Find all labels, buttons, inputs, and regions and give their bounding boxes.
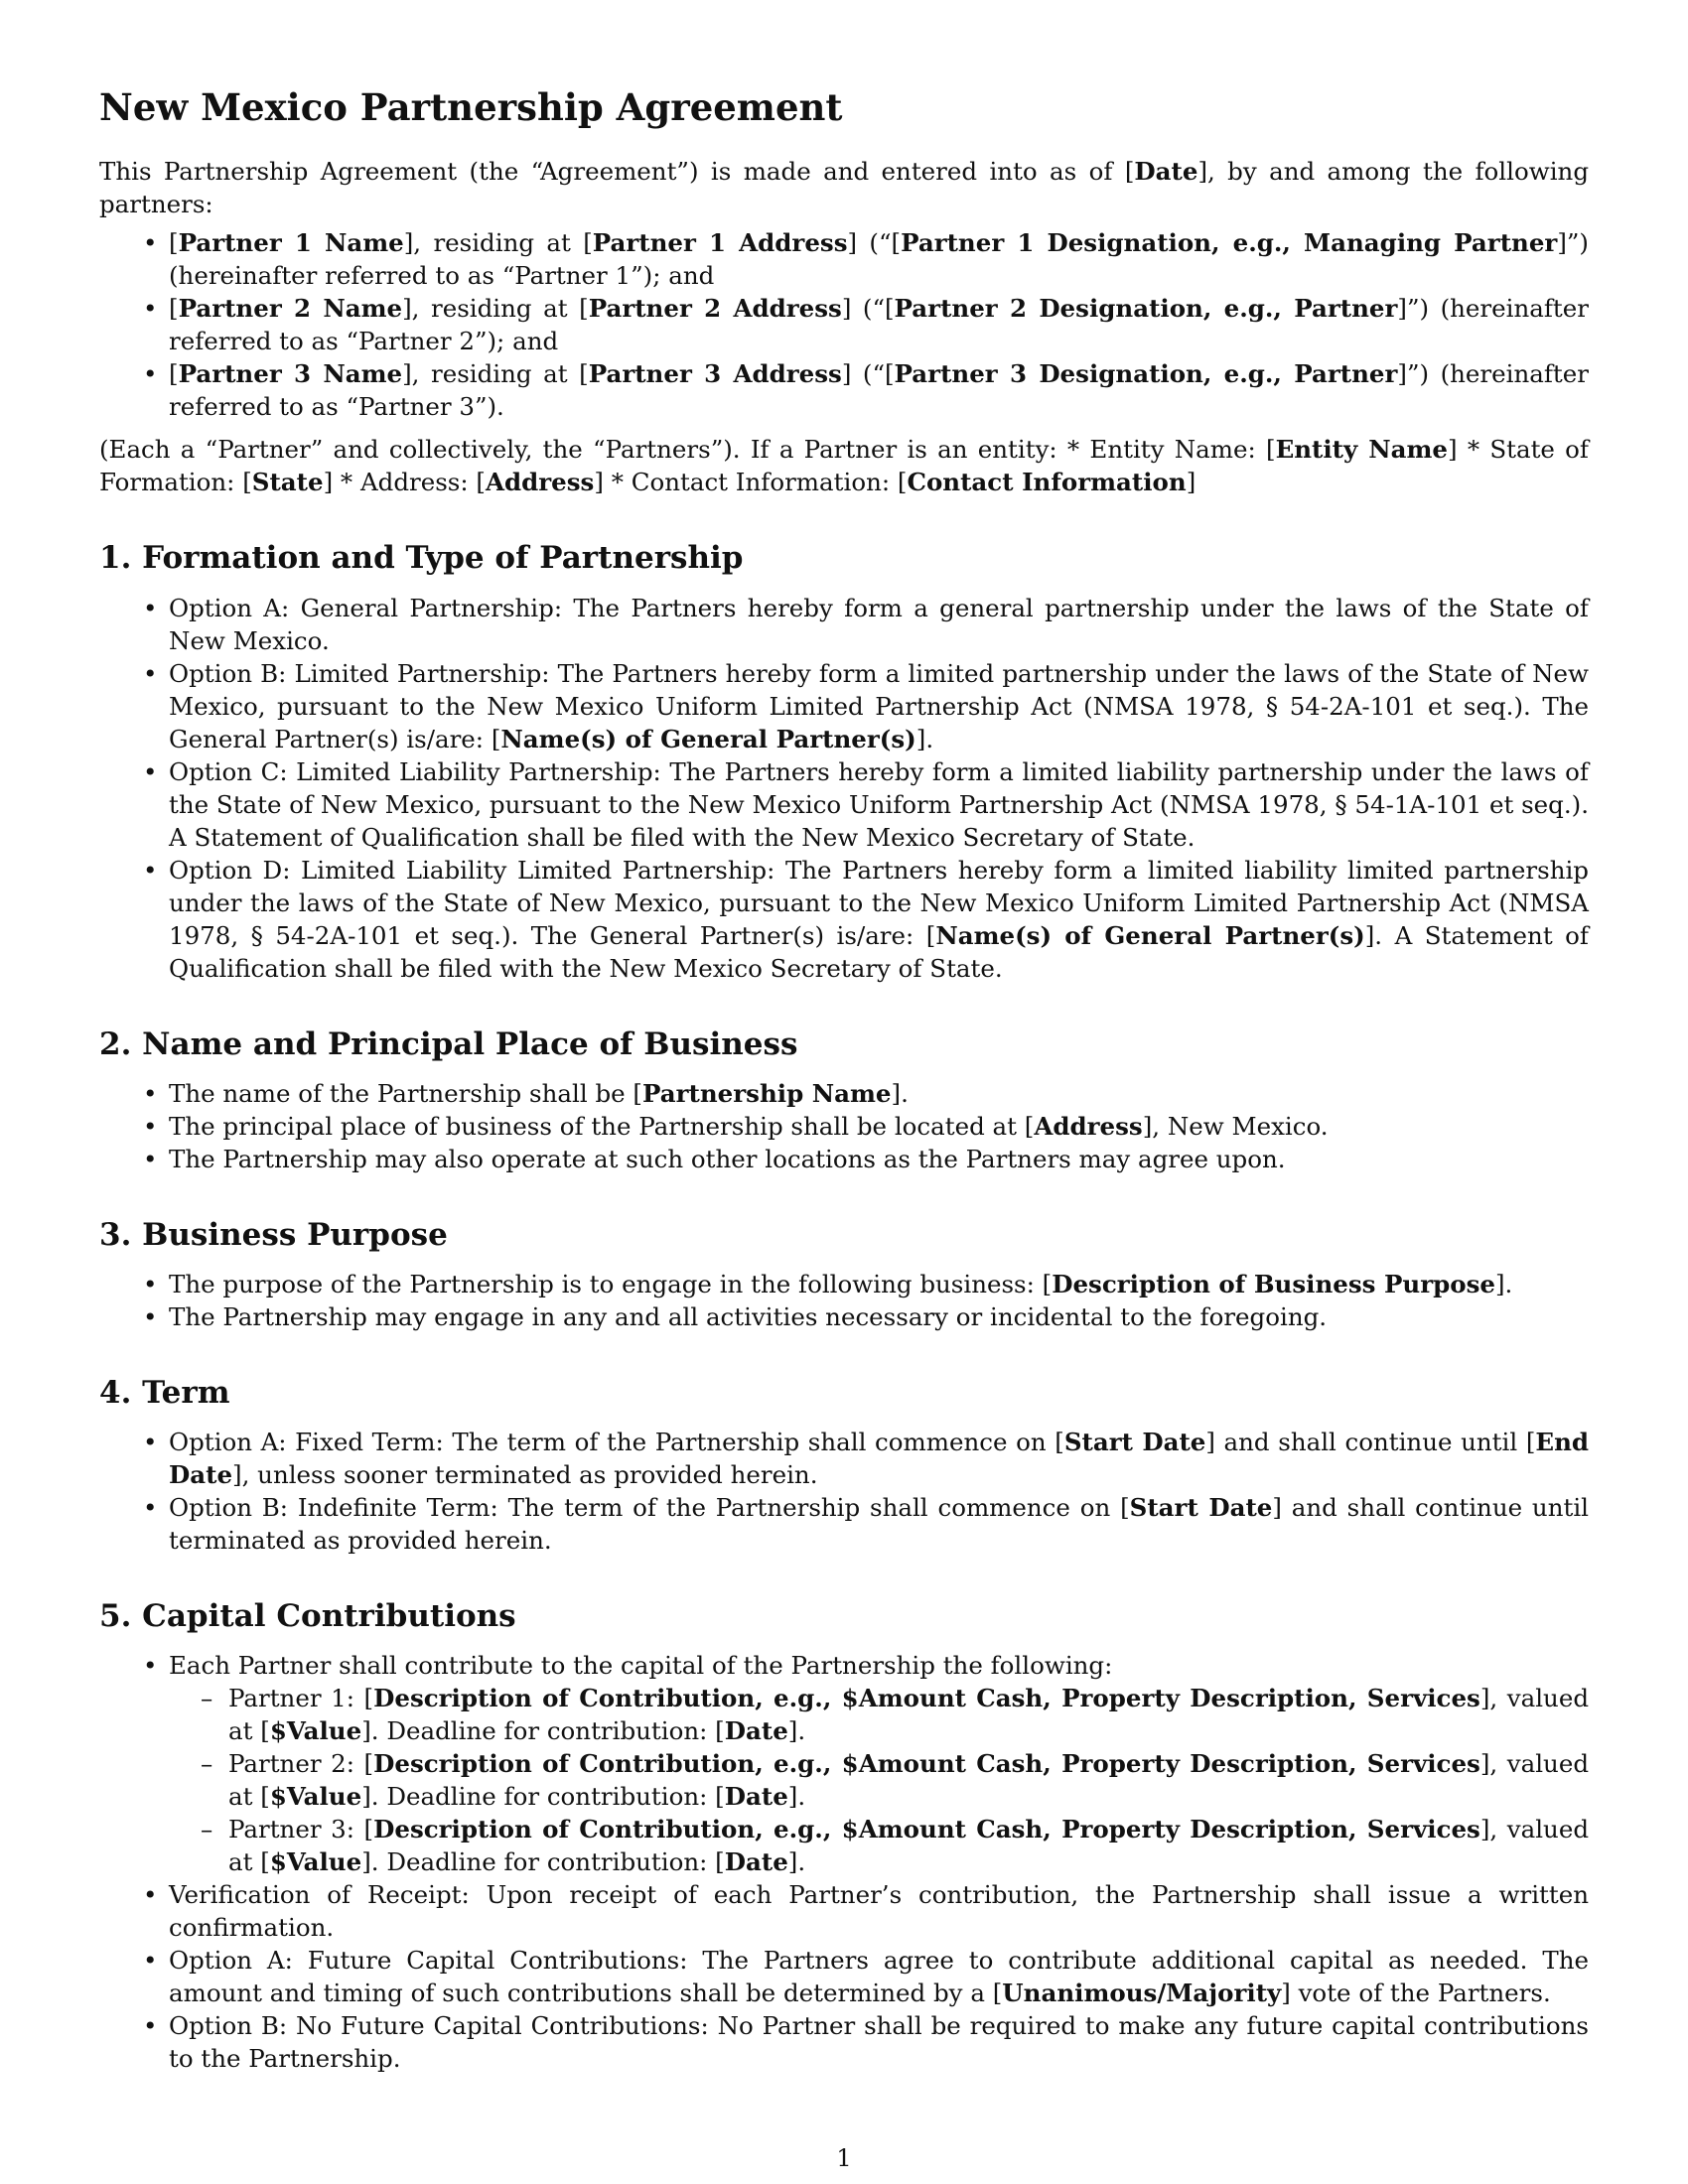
list-item: – Partner 3: [Description of Contribution, e.g., $Amount Cash, Property Description, Services], valued at [$Value]. Deadline for contribution: [Date]. bbox=[228, 1813, 1589, 1878]
list-item: • Verification of Receipt: Upon receipt of each Partner’s contribution, the Partnership shall issue a written confirmation. bbox=[169, 1878, 1589, 1944]
list-item: • Each Partner shall contribute to the capital of the Partnership the following: – Partner 1: [Description of Contribution, e.g., $Amount Cash, Property Description, Services], valued at [$Value]. Deadline for contribution: [Date]. – Partner 2: [Description of Contribution, e.g., $Amount Cash, Property Description, Services], valued at [$Value]. Deadline for contribution: [Date]. – Partner 3: [Description of Contribution, e.g., $Amount Cash, Property Description, Services], valued at [$Value]. Deadline for contribution: [Date]. bbox=[169, 1649, 1589, 1878]
section-heading-formation: 1. Formation and Type of Partnership bbox=[99, 540, 744, 577]
list-item: • The Partnership may engage in any and all activities necessary or incidental to the foregoing. bbox=[169, 1300, 1589, 1333]
contributions-sublist bbox=[169, 1682, 1589, 1878]
list-item: • Option A: Future Capital Contributions: The Partners agree to contribute additional capital as needed. The amount and timing of such contributions shall be determined by a [Unanimous/Majority] vote of the Partners. bbox=[169, 1944, 1589, 2009]
section-heading-term: 4. Term bbox=[99, 1374, 230, 1411]
list-item: • The Partnership may also operate at such other locations as the Partners may agree upon. bbox=[169, 1143, 1589, 1175]
section-heading-name-place: 2. Name and Principal Place of Business bbox=[99, 1025, 798, 1062]
purpose-list bbox=[99, 1268, 1589, 1333]
partners-list bbox=[99, 226, 1589, 423]
list-item: • Option A: Fixed Term: The term of the Partnership shall commence on [Start Date] and shall continue until [End Date], unless sooner terminated as provided herein. bbox=[169, 1426, 1589, 1491]
term-list bbox=[99, 1426, 1589, 1557]
list-item: • The name of the Partnership shall be [Partnership Name]. bbox=[169, 1077, 1589, 1110]
list-item: • The purpose of the Partnership is to engage in the following business: [Description of Business Purpose]. bbox=[169, 1268, 1589, 1300]
list-item: • Option C: Limited Liability Partnership: The Partners hereby form a limited liability partnership under the laws of the State of New Mexico, pursuant to the New Mexico Uniform Partnership Act (NMSA 1978, § 54-1A-101 et seq.). A Statement of Qualification shall be filed with the New Mexico Secretary of State. bbox=[169, 755, 1589, 854]
list-item: • Option B: Limited Partnership: The Partners hereby form a limited partnership under the laws of the State of New Mexico, pursuant to the New Mexico Uniform Limited Partnership Act (NMSA 1978, § 54-2A-101 et seq.). The General Partner(s) is/are: [Name(s) of General Partner(s)]. bbox=[169, 657, 1589, 755]
list-item: • Option D: Limited Liability Limited Partnership: The Partners hereby form a limited liability limited partnership under the laws of the State of New Mexico, pursuant to the New Mexico Uniform Limited Partnership Act (NMSA 1978, § 54-2A-101 et seq.). The General Partner(s) is/are: [Name(s) of General Partner(s)]. A Statement of Qualification shall be filed with the New Mexico Secretary of State. bbox=[169, 854, 1589, 985]
list-item: – Partner 2: [Description of Contribution, e.g., $Amount Cash, Property Description, Services], valued at [$Value]. Deadline for contribution: [Date]. bbox=[228, 1747, 1589, 1813]
section-heading-capital: 5. Capital Contributions bbox=[99, 1598, 516, 1635]
list-item: • Option B: No Future Capital Contributions: No Partner shall be required to make any future capital contributions to the Partnership. bbox=[169, 2009, 1589, 2075]
capital-list bbox=[99, 1649, 1589, 2075]
list-item: • [Partner 1 Name], residing at [Partner 1 Address] (“[Partner 1 Designation, e.g., Managing Partner]”) (hereinafter referred to as “Partner 1”); and bbox=[169, 226, 1589, 292]
formation-options-list bbox=[99, 592, 1589, 985]
page-number: 1 bbox=[836, 2144, 852, 2172]
document-page bbox=[99, 85, 1589, 2130]
list-item: – Partner 1: [Description of Contribution, e.g., $Amount Cash, Property Description, Services], valued at [$Value]. Deadline for contribution: [Date]. bbox=[228, 1682, 1589, 1747]
name-place-list bbox=[99, 1077, 1589, 1175]
intro-paragraph: This Partnership Agreement (the “Agreement”) is made and entered into as of [Date], by and among the following partners: bbox=[99, 157, 1590, 219]
list-item: • Option A: General Partnership: The Partners hereby form a general partnership under the laws of the State of New Mexico. bbox=[169, 592, 1589, 657]
list-item: • [Partner 2 Name], residing at [Partner 2 Address] (“[Partner 2 Designation, e.g., Partner]”) (hereinafter referred to as “Partner 2”); and bbox=[169, 292, 1589, 357]
section-heading-purpose: 3. Business Purpose bbox=[99, 1216, 448, 1253]
list-item: • [Partner 3 Name], residing at [Partner 3 Address] (“[Partner 3 Designation, e.g., Partner]”) (hereinafter referred to as “Partner 3”). bbox=[169, 357, 1589, 423]
list-item: • The principal place of business of the Partnership shall be located at [Address], New Mexico. bbox=[169, 1110, 1589, 1143]
list-item: • Option B: Indefinite Term: The term of the Partnership shall commence on [Start Date] and shall continue until terminated as provided herein. bbox=[169, 1491, 1589, 1557]
document-title: New Mexico Partnership Agreement bbox=[99, 85, 843, 129]
entity-paragraph: (Each a “Partner” and collectively, the “Partners”). If a Partner is an entity: * Entity Name: [Entity Name] * State of Formation: [State] * Address: [Address] * Contact Information: [Contact Information] bbox=[99, 435, 1589, 497]
